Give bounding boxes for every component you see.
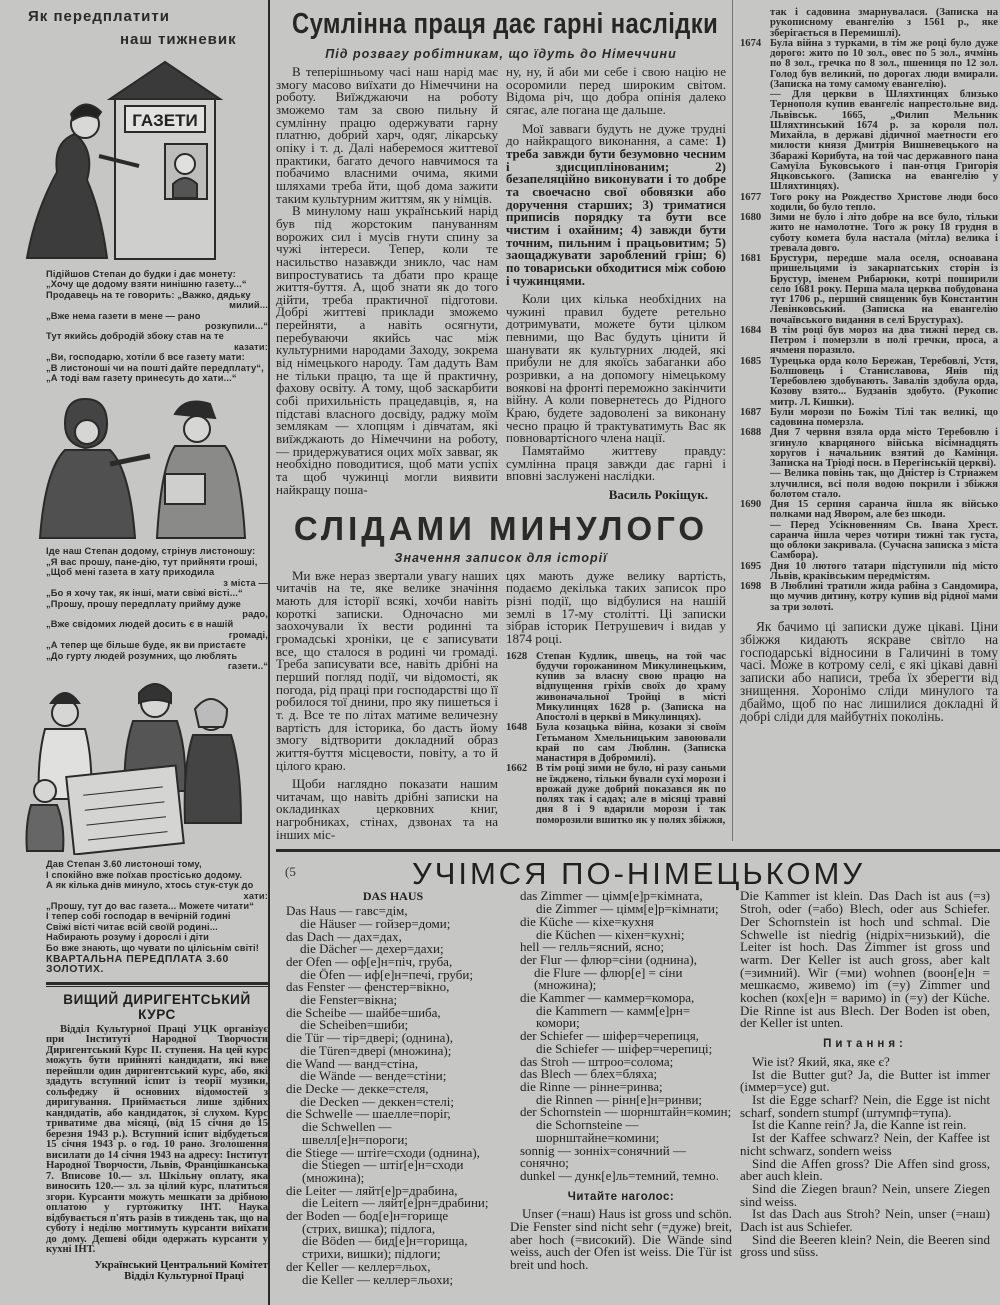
handwritten-mark: (5 xyxy=(285,864,296,880)
poem-line: „А тепер ще більше буде, як ви пристаєте xyxy=(46,640,246,651)
chronicle-text: Брустури, передше мала оселя, осноавана пришельцями із закарпатських сторін із Брустур, іменем Рибарюки, котрі поширили село 1681 року. Перша мала церква побудована тут 1706 р., перший священик був Константин Левінковський. (Записка на евангелію почаївського видання в селі Брустурах). xyxy=(770,253,998,326)
vocab-entry: die Schiefer — шіфер=черепиці; xyxy=(536,1040,713,1056)
course-notice-body: Відділ Культурної Праці УЦК організує при Інституті Народної Творчости Диригентський Курс II. ступеня. На цей курс можуть бути прийняті кандидати, які вже перейшли один диригентський курс, або, які здадуть вступний іспит із теорії музики, сольфеджу й основних відомостей з диригування. Приймається лише здібних кандидатів, або кандидаток, зі слухом. Курс триватиме два місяці, (від 15 січня до 15 березня 1943 р.). Вступний іспит відбудеться 15 січня 1943 р. о год. 10 рано. Зголошення висилати до 14 січня 1943 на адресу: Інститут Народної Творчости, Львів, Францішканська 7. Вписове 10.— зл. Шкільну оплату, яка виносить 120.— зл. за цілий курс, платиться згори. Курсанти можуть мешкати за дрібною оплатою у гуртожитку ІНТ. Наука відбувається п'ять разів в тиждень так, що на суботу і неділю могтимуть курсанти виїхати до дому. Дешеві обіди одержать курсанти у кухні ІНТ. xyxy=(46,1023,268,1256)
chronicle-text: Дня 10 лютого татари підступили під місто Львів, краківським передмістям. xyxy=(770,560,998,582)
poem-line: „А тоді вам газету принесуть до хати...“ xyxy=(46,373,237,384)
course-title: ВИЩИЙ ДИРИГЕНТСЬКИЙ КУРС xyxy=(63,991,251,1022)
poem-line-tail: хати: xyxy=(243,890,268,901)
chronicle-entry xyxy=(506,723,726,764)
article1-column-2 xyxy=(506,66,726,502)
vocab-entry: die Küche — кіхе=кухня xyxy=(520,913,654,929)
chronicle-year: 1690 xyxy=(740,499,762,510)
vocab-entry: die Decke — декке=стеля, xyxy=(286,1080,429,1096)
vocab-entry: dunkel — дунк[е]ль=темний, темно. xyxy=(520,1167,719,1183)
vocab-entry: das Zimmer — цімм[е]р=кімната, xyxy=(520,888,703,904)
chronicle-entries-part1 xyxy=(506,652,726,826)
article1-paragraph: В теперішньому часі наш нарід має змогу масово виїхати до Німеччини на роботу. Виїжджаючи на роботу зможемо там за свою пильну й сумлінну працю одержувати гарну платню, добрий харч, одяг, лікарську опіку і т. д. Далі наберемося життевої практики, багато дечого навчимося та побачимо власними очима, якими шляхами треба йти, щоб дома зажити таким культурним життям, як у німців. xyxy=(276,64,498,206)
chronicle-text: Зими не було і літо добре на все було, тільки жито не намолотне. Того ж року 18 грудня в суботу комета була настала (мітла) велика і тревала довго. xyxy=(770,212,998,254)
chronicle-text: Була війна з турками, в тім же році було дуже дорого: жито по 10 зол., овес по 5 зол., ячмінь по 8 зол., гречка по 8 зол., пшениця по 12 зол. Голод був великий, по дорогах люди вмирали. (Записка на тому самому евангелію). xyxy=(770,37,998,90)
newspaper-kiosk-illustration xyxy=(15,50,265,265)
vocab-entry: der Ofen — оф[е]н=піч, груба, xyxy=(286,953,453,969)
lesson-body xyxy=(276,890,1000,1298)
family-reading-illustration xyxy=(15,675,265,855)
chronicle-entry xyxy=(740,408,998,429)
vocab-entry: die Dächer — дехер=дахи; xyxy=(300,941,444,957)
lesson-header xyxy=(276,852,1000,890)
chronicle-entry xyxy=(740,357,998,408)
article2-paragraph: цях мають дуже велику вартість, подаємо декілька таких записок про різні події, що відбулися на нашій землі в 17-му столітті. Ці записки зібрав історик Петрушевич і видав у 1874 році. xyxy=(506,567,726,646)
article1-paragraph: Памятаймо життеву правду: сумлінна праця завжди дає гарні і вповні заслужені наслідки. xyxy=(506,443,726,484)
vocab-entry: der Boden — бод[е]н=горище xyxy=(286,1208,449,1224)
lesson-middle-column xyxy=(510,890,732,1271)
chronicle-year: 1685 xyxy=(740,355,762,367)
question-answer: Wie ist? Який, яка, яке є? xyxy=(752,1053,890,1069)
vocab-entry: die Scheiben=шиби; xyxy=(300,1017,409,1033)
chronicle-text: Того року на Рождество Христове люди босо ходили, бо було тепло. xyxy=(770,191,998,213)
poem-line: Тут якийсь добродій збоку став на те xyxy=(46,331,224,342)
poem-line-tail: з міста — xyxy=(223,577,268,588)
chronicle-entry xyxy=(740,326,998,357)
article2-subtitle: Значення записок для історії xyxy=(394,550,608,565)
article1-paragraph-intro: Мої завваги будуть не дуже трудні до найкращого виконання, а саме: xyxy=(506,120,726,149)
poem-line: Бо вже знають, що чувати по цілісьнім світі! xyxy=(46,942,259,953)
vocab-entry: (стрих, вишка); підлога, xyxy=(302,1220,436,1236)
vocab-entry: die Leiter — ляйт[е]р=драбина, xyxy=(286,1182,458,1198)
chronicle-text: Були морози по Божім Тілі так великі, що садовина померзла. xyxy=(770,406,998,428)
article1-paragraph: Коли цих кілька необхідних на чужині правил будете ретельно дотримувати, можете бути цілком певними, що Вас будуть цінити й шанувати як культурних людей, які прибули не для якоїсь забаганки або розривки, а на допомогу німецькому воякові на фронті переможно закінчити війну. А коли повернетесь до Рідного Краю, будете задоволені за виконану чесно працю й трактуватимуть Вас як повновартісного члена нації. xyxy=(506,291,726,446)
course-signature xyxy=(46,1260,268,1282)
poem-line-tail: розкупили...“ xyxy=(205,321,268,332)
poem-line: „Ви, господарю, хотіли б все газету мати: xyxy=(46,352,245,363)
poem-line: „Хочу ще додому взяти нинішню газету...“ xyxy=(46,279,247,290)
chronicle-entry xyxy=(740,90,998,193)
question-answer: Ist der Kaffee schwarz? Nein, der Kaffee ist nicht schwarz, sondern weiss xyxy=(740,1130,990,1158)
article1-subtitle: Під розвагу робітникам, що їдуть до Німеччини xyxy=(325,47,677,61)
poem-stanza-3 xyxy=(46,859,268,975)
vocab-entry: der Keller — келлер=льох, xyxy=(286,1258,431,1274)
poem-stanza-1 xyxy=(46,269,268,383)
poem-line: „Вже нема газети в мене — рано xyxy=(46,310,201,321)
vocab-entry: die Decken — деккен=стелі; xyxy=(300,1093,455,1109)
reading-text-continued: Die Kammer ist klein. Das Dach ist aus (=з) Stroh, oder (=або) Blech, oder aus Schiefer. Der Schornstein ist hoch und schmal. Die Schwelle ist niedrig (нідріх=низький), die Leiter ist hoch. Das Zimmer ist gross und warm. Der Keller ist auch gross, aber kalt (=зимний). Wir (=ми) wohnen (воон[е]н = мешкаємо, живемо) im (=у) Zimmer und kochen (кох[е]н = варимо) in (=у) der Küche. Die Rinne ist aus Blech. Der Boden ist oben, der Keller ist unten. xyxy=(740,888,990,1031)
question-answer: Sind die Ziegen braun? Nein, unsere Ziegen sind weiss. xyxy=(740,1180,990,1209)
vocab-entry: die Tür — тір=двері; (однина), xyxy=(286,1030,454,1046)
article2-body xyxy=(276,567,726,842)
article1-rules-list: 1) треба завжди бути безумовно чесним і здисциплінованим; 2) безапеляційно виконувати і то добре та своечасно свої обовязки або доручення старших; 3) триматися приписів порядку та бути все чистим і охайним; 4) завжди бути точним, пильним і працьовитим; 5) заощаджувати зароблений гріш; 6) по товариськи обходитися між собою і чужинцями. xyxy=(506,133,726,288)
chronicle-entry xyxy=(740,428,998,469)
chronicle-entry xyxy=(506,652,726,724)
main-area xyxy=(270,0,1000,1305)
chronicle-year xyxy=(740,90,770,193)
vocab-entry: das Fenster — фенстер=вікно, xyxy=(286,979,450,995)
vocab-entry: die Flure — флюр[е] = сіни (множина); xyxy=(534,964,683,993)
chronicle-entry xyxy=(740,213,998,254)
chronicle-entry xyxy=(740,582,998,613)
chronicle-entry xyxy=(740,469,998,500)
vocab-entry: die Häuser — гойзер=доми; xyxy=(300,915,451,931)
vocab-entry: die Stiege — штіґе=сходи (однина), xyxy=(286,1144,480,1160)
chronicle-text: Турецька орда коло Бережан, Теребовлі, Устя, Болшовець і Станиславова, Янів під Теребовлею здобувають. Завалів здобула орда, Козову взято... Будзанів здобуто. (Рукопис митр. Л. Кишки). xyxy=(770,355,998,408)
vocab-entry: die Böden — бид[е]н=горища, стрихи, вишки); підлоги; xyxy=(302,1233,468,1262)
articles-area xyxy=(276,0,1000,841)
vocab-entry: die Leitern — ляйт[е]рн=драбини; xyxy=(302,1195,489,1211)
questions-heading: Питання: xyxy=(823,1038,907,1051)
article1-paragraph: В минулому наш український нарід був під жорстоким пануванням ворожих сил і мусів гнути спину за чужі інтереси. Тепер, коли те насильство назавжди зникло, час нам випростуватись та дбати про краще життя-буття. А, щоб знати як до того дійти, треба практичної підготови. Добрі життеві приклади зможемо перейняти, а навіть осягнути, перебуваючи якийсь час між культурними народами Заходу, зокрема від німецького народу. Там дадуть Вам не тільки працю, та ще й практичну, фахову освіту. А тому, щоб заскарбити собі прихильність працедавців, я, на підставі власного досвіду, раджу моїм землякам — хлопцям і дівчатам, які виїжджають до Німеччини на роботу, — придержуватися оцих моїх завваг, як необхідно поводитися, щоб мати успіх та щоб чужинці могли виявити найкращу поша- xyxy=(276,203,498,497)
chronicle-year: 1628 xyxy=(506,650,528,662)
chronicle-year: 1695 xyxy=(740,560,762,572)
vocab-entry: die Zimmer — цімм[е]р=кімнати; xyxy=(536,901,719,917)
poem-line: „Щоб мені газета в хату приходила xyxy=(46,567,215,578)
left-column xyxy=(0,0,270,1305)
poem-line: „Прошу, тут до вас газета... Можете читати“ xyxy=(46,900,255,911)
lesson-title: УЧІМСЯ ПО-НІМЕЦЬКОМУ xyxy=(412,856,866,892)
vocab-entry: das Blech — блех=бляха; xyxy=(520,1066,658,1082)
article2-title: СЛІДАМИ МИНУЛОГО xyxy=(293,509,709,547)
chronicle-text: Дня 15 серпня саранча йшла як військо полками над Явором, але без шкоди. xyxy=(770,499,998,521)
vocab-entry: das Dach — дах=дах, xyxy=(286,928,402,944)
question-answer: Sind die Beeren klein? Nein, die Beeren sind gross und süss. xyxy=(740,1231,990,1260)
article2-conclusion: Як бачимо ці записки дуже цікаві. Ціни збіжжя кидають яскраве світло на господарські відносини в Галичині в тому часі. Може в котрому селі, є які цікаві давні записки або написи, треба їх зберегти від знищення. Хоронімо сліди минулого та дбаймо, щоб по нас лишилися докладні й добрі сліди для майбутніх поколінь. xyxy=(740,618,998,725)
poem-line-tail: милий... xyxy=(229,300,268,311)
chronicle-year xyxy=(740,8,770,39)
reading-heading: Читайте наголос: xyxy=(567,1190,675,1203)
vocab-entry: die Kammern — камм[е]рн= комори; xyxy=(536,1002,691,1031)
chronicle-year: 1680 xyxy=(740,212,762,223)
chronicle-entry xyxy=(740,500,998,521)
vocab-entry: die Türen=двері (множина); xyxy=(300,1042,452,1058)
poem-line: „В листоноші чи на пошті дайте передплату“, xyxy=(46,362,264,373)
vocab-entry: der Schornstein — шорнштайн=комин; xyxy=(520,1104,732,1120)
vocab-heading: DAS HAUS xyxy=(362,889,424,904)
article2-column-2 xyxy=(506,567,726,826)
vocab-entry: hell — гелль=ясний, ясно; xyxy=(520,939,665,955)
vocab-entry: die Öfen — иф[е]н=печі, груби; xyxy=(300,966,473,982)
chronicle-text: Степан Кудлик, швець, на той час будучи горожанином Микулинецьким, купив за власну свою працю на відпущення гріхів своїх до храму живоначальної Тройці в місті Микулинцях 1628 р. (Записка на Апостолі в церкві в Микулинцях). xyxy=(536,650,726,724)
chronicle-text: — Перед Усікновенням Св. Івана Хрест. саранча йшла через чотири тижні так густа, що облоки закривала. (Сучасна записка з міста Самбора). xyxy=(770,519,998,562)
vocab-entry: die Schwelle — шаелле=поріг, xyxy=(286,1106,451,1122)
chronicle-year: 1681 xyxy=(740,253,762,264)
chronicle-entry xyxy=(506,764,726,826)
poem-line-tail: казати: xyxy=(233,341,268,352)
article1-author: Василь Рокіщук. xyxy=(608,487,708,502)
chronicle-entry xyxy=(740,562,998,583)
vocab-entry: der Flur — флюр=сіни (однина), xyxy=(520,951,697,967)
articles-column xyxy=(276,0,733,841)
chronicle-entry xyxy=(740,254,998,326)
course-signature-org: Український Центральний Комітет xyxy=(94,1258,268,1271)
poem-line: „Вже свідомих людей досить є в нашій xyxy=(46,619,234,630)
chronicle-year: 1684 xyxy=(740,324,762,336)
chronicle-text: — Велика повінь так, що Дністер із Стриажем злучилися, всі поля водою покрили і збіжжя болотом стало. xyxy=(770,468,998,500)
poem-line-tail: громаді, xyxy=(228,629,268,640)
subscribe-heading-line1: Як передплатити xyxy=(28,8,170,25)
question-answer: Sind die Affen gross? Die Affen sind gross, aber auch klein. xyxy=(740,1155,990,1184)
article2-paragraph: Ми вже нераз звертали увагу наших читачів на те, яке велике значіння мають для історії всякі, хочби навіть короткі записки. Одночасно ми заохочували їх вести родинні та громадські хроніки, це є записувати все, що сталося в родині чи громаді. Треба записувати все, навіть дрібні на перший погляд події, чи відомості, як погода, рід праці при господарстві що її робилося тої днини, про яку пишеться і т. д. Все те по літах матиме величезну вартість для історика, бо дасть йому змогу відтворити докладний образ життя-буття місцевости, повіту, а то й цілого краю. xyxy=(276,567,498,773)
article1-body xyxy=(276,66,726,502)
reading-continued-and-questions xyxy=(740,890,990,1259)
chronicle-year xyxy=(740,469,770,500)
vocab-entry: sonnig — зонніх=сонячний — сонячно; xyxy=(520,1142,686,1171)
vocab-entry: die Keller — келлер=льохи; xyxy=(302,1271,454,1287)
poem-line: Набирають розуму і дорослі і діти xyxy=(46,932,210,943)
vocab-entry: die Scheibe — шайбе=шиба, xyxy=(286,1004,441,1020)
chronicle-year: 1687 xyxy=(740,406,762,418)
chronicle-year xyxy=(740,521,770,562)
vocab-entry: die Fenster=вікна; xyxy=(300,992,398,1008)
chronicle-entry xyxy=(740,8,998,39)
article2-column-1 xyxy=(276,567,498,842)
poem-line: І тепер собі господар в вечірній годині xyxy=(46,911,231,922)
vocab-column-1 xyxy=(286,890,500,1286)
poem-line: Іде наш Степан додому, стрінув листоношу: xyxy=(46,546,256,557)
subscription-price: КВАРТАЛЬНА ПЕРЕДПЛАТА 3.60 ЗОЛОТИХ. xyxy=(46,954,229,976)
vocab-entry: das Stroh — штроо=солома; xyxy=(520,1053,674,1069)
chronicle-text: В тім році був мороз на два тижні перед св. Петром і померзли в полі гречки, проса, а ячменя поразило. xyxy=(770,324,998,357)
reading-block xyxy=(510,1191,732,1272)
chronicle-column xyxy=(733,0,998,724)
chronicle-year: 1688 xyxy=(740,427,762,439)
poem-line: „Я вас прошу, пане-дію, тут прийняти гроші, xyxy=(46,556,258,567)
reading-text: Unser (=наш) Haus ist gross und schön. Die Fenster sind nicht sehr (=дуже) breit, aber hoch (=високий). Die Wände sind weiss, auch der Ofen ist weiss. Die Tür ist breit und hoch. xyxy=(510,1206,732,1273)
poem-stanza-2 xyxy=(46,546,268,671)
kiosk-sign-text: ГАЗЕТИ xyxy=(132,111,198,130)
poem-line: А як кілька днів минуло, хтось стук-стук до xyxy=(46,880,254,891)
poem-line-tail: газети..“ xyxy=(227,660,268,671)
poem-line: „До гурту людей розумних, що люблять xyxy=(46,650,238,661)
chronicle-year: 1662 xyxy=(506,763,528,775)
article1-paragraph: ну, ну, й аби ми себе і свою націю не осоромили перед широким світом. Відома річ, що добра опінія далеко сягає, але погана ще дальше. xyxy=(506,64,726,117)
article1-title: Сумлінна праця дає гарні наслідки xyxy=(292,8,719,40)
chronicle-entry xyxy=(740,39,998,90)
chronicle-text: — Для церкви в Шляхтинцях близько Тернополя купив евангеліє напрестольне вид. Львівськ. 1665, „Филип Мельник Шляхтинський 1674 р. за короля пол. Михайла, в державі дідичної маетности его милости князя Дмитрія Вишневецького на Збаражі Корибута, на той час державного пана Самуїла Буковського і пан-отця Григорія Яцковського. (Записка на евангелію у Шляхтинцях). xyxy=(770,89,998,193)
poem-line: Дав Степан 3.60 листоноші тому, xyxy=(46,859,202,870)
chronicle-year: 1677 xyxy=(740,191,762,203)
chronicle-text: В тім році зими не було, ні разу саньми не їжджено, тільки бували сухі морози і врожай дуже добрий показався як по полях так і садах; але в місяці травні дня 8 і 9 вдарили морози і так поморозили вшитко як у полях збіжжя, xyxy=(536,763,726,826)
course-signature-dept: Відділ Культурної Праці xyxy=(124,1269,244,1282)
chronicle-text: В Люблині тратили жида рабіна з Сандомира, що мучив дитину, котру купив від рідної мами за три золоті. xyxy=(770,581,998,613)
question-answer: Ist die Kanne rein? Ja, die Kanne ist rein. xyxy=(752,1117,967,1133)
poem-line: Продавець на те говорить: „Важко, дядьку xyxy=(46,289,251,300)
vocab-entry: die Küchen — кіхен=кухні; xyxy=(536,926,685,942)
poem-line: „Прошу, прошу передплату прийму дуже xyxy=(46,598,241,609)
vocab-entry: die Stiegen — штіґ[е]н=сходи (множина); xyxy=(302,1157,464,1185)
chronicle-year: 1674 xyxy=(740,37,762,49)
section-divider xyxy=(46,982,268,987)
chronicle-year: 1698 xyxy=(740,581,762,592)
vocab-entry: die Rinne — рінне=ринва; xyxy=(520,1078,663,1094)
vocab-entry: die Wand — ванд=стіна, xyxy=(286,1055,419,1071)
postman-illustration xyxy=(15,387,265,542)
chronicle-text: Дня 7 червня взяла орда місто Теребовлю і згинуло кварцяного війська вісімнадцять хоругов і начальник взятий до Камінця. Записка на Тріоді посн. в Перегінській церкві). xyxy=(770,427,998,469)
vocab-entry: der Schiefer — шіфер=черепиця, xyxy=(520,1028,699,1044)
vocab-entry: die Kammer — каммер=комора, xyxy=(520,990,695,1006)
chronicle-entries-part2 xyxy=(740,8,998,613)
vocab-entry: die Schornsteine — шорнштайне=комини; xyxy=(536,1117,660,1145)
article1-column-1 xyxy=(276,66,498,496)
poem-line: Підійшов Степан до будки і дає монету: xyxy=(46,269,236,279)
poem-line-tail: радо, xyxy=(242,608,268,619)
vocab-entry: die Wände — венде=стіни; xyxy=(300,1068,447,1084)
question-answer: Ist die Egge scharf? Nein, die Egge ist nicht scharf, sondern stumpf (штумпф=тупа). xyxy=(740,1091,990,1120)
subscribe-heading-line2: наш тижневик xyxy=(120,31,237,48)
vocab-column-2 xyxy=(510,890,732,1182)
poem-line: Свіжі вісті читає всій своїй родині... xyxy=(46,921,218,932)
article2-paragraph: Щоби наглядно показати нашим читачам, що навіть дрібні записки на окладинках церковних книг, нагробниках, стінах, дзвонах та на інших міс- xyxy=(276,776,498,842)
chronicle-text: Була козацька війна, козаки зі своїм Гетьманом Хмельницьким завоювали край по сам Люблин. (Записка манастиря в Добромилі). xyxy=(536,722,726,765)
question-answer: Ist das Dach aus Stroh? Nein, unser (=наш) Dach ist aus Schiefer. xyxy=(740,1206,990,1235)
vocab-entry: Das Haus — гавс=дім, xyxy=(286,903,408,919)
poem-line: І спокійно вже поїхав простісько додому. xyxy=(46,869,243,880)
question-answer: Ist die Butter gut? Ja, die Butter ist immer (іммер=усе) gut. xyxy=(740,1066,990,1095)
poem-line: „Бо я хочу так, як інші, мати свіжі вісті...“ xyxy=(46,588,243,599)
vocab-entry: die Schwellen — швелл[е]н=пороги; xyxy=(302,1119,408,1147)
vocab-entry: die Rinnen — рінн[е]н=ринви; xyxy=(536,1091,703,1107)
chronicle-year: 1648 xyxy=(506,722,528,734)
chronicle-entry xyxy=(740,521,998,562)
chronicle-text: так і садовина змарнувалася. (Записка на рукописному евангелію з 1561 р., яке зберігається в Перемишлі). xyxy=(770,7,998,39)
chronicle-entry xyxy=(740,193,998,214)
